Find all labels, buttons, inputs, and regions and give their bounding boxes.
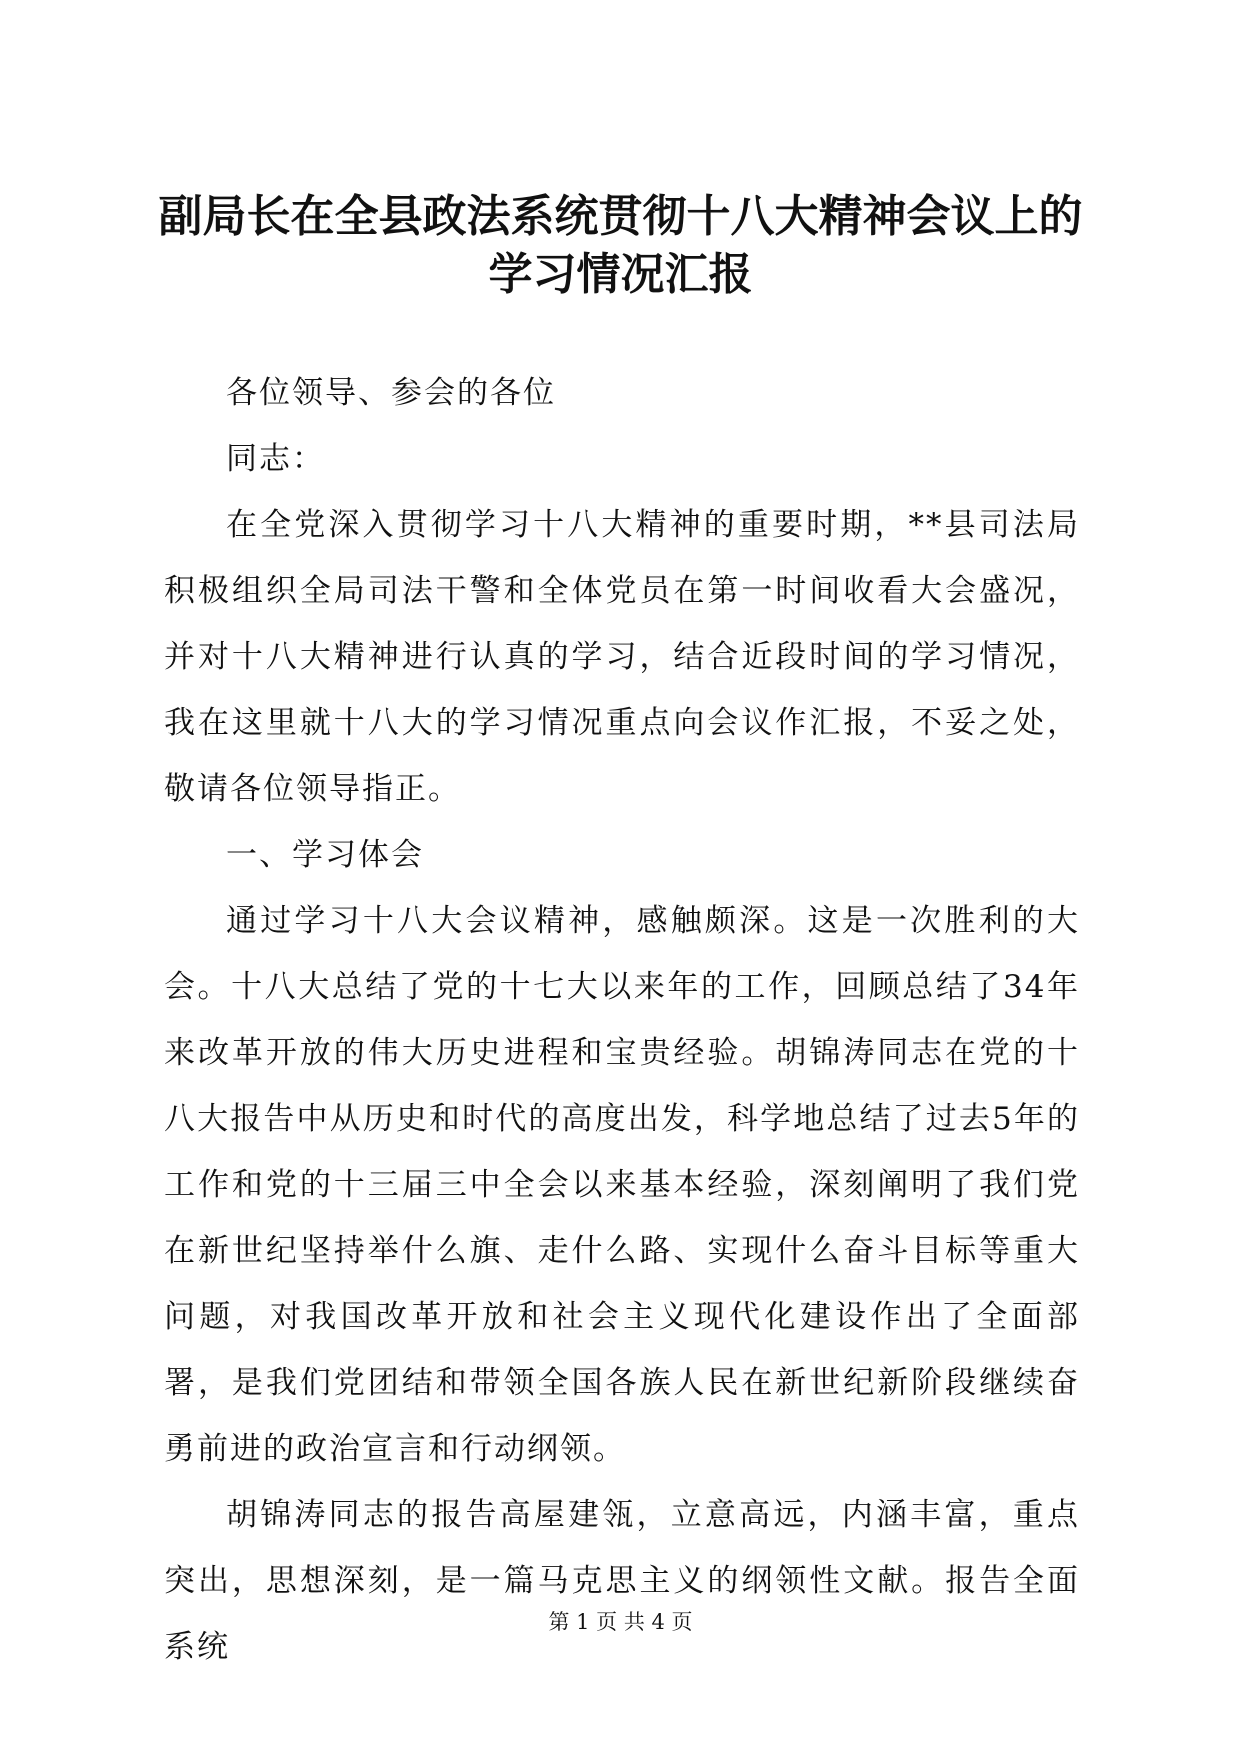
page-footer: 第 1 页 共 4 页 <box>548 1610 693 1634</box>
salutation-line-1: 各位领导、参会的各位 <box>226 375 556 411</box>
paragraph-intro: 在全党深入贯彻学习十八大精神的重要时期，**县司法局积极组织全局司法干警和全体党员在第一时间收看大会盛况，并对十八大精神进行认真的学习，结合近段时间的学习情况，我在这里就十八大的学习情况重点向会议作汇报，不妥之处，敬请各位领导指正。 <box>164 507 1080 807</box>
document-body <box>164 360 1080 1680</box>
paragraph-body-1: 通过学习十八大会议精神，感触颇深。这是一次胜利的大会。十八大总结了党的十七大以来年的工作，回顾总结了34年来改革开放的伟大历史进程和宝贵经验。胡锦涛同志在党的十八大报告中从历史和时代的高度出发，科学地总结了过去5年的工作和党的十三届三中全会以来基本经验，深刻阐明了我们党在新世纪坚持举什么旗、走什么路、实现什么奋斗目标等重大问题，对我国改革开放和社会主义现代化建设作出了全面部署，是我们党团结和带领全国各族人民在新世纪新阶段继续奋勇前进的政治宣言和行动纲领。 <box>164 903 1080 1467</box>
salutation-line-2: 同志： <box>226 441 325 477</box>
paragraph-body-2: 胡锦涛同志的报告高屋建瓴，立意高远，内涵丰富，重点突出，思想深刻，是一篇马克思主义的纲领性文献。报告全面系统 <box>164 1497 1080 1665</box>
document-title: 副局长在全县政法系统贯彻十八大精神会议上的学习情况汇报 <box>158 191 1083 300</box>
section-heading: 一、学习体会 <box>226 837 424 873</box>
